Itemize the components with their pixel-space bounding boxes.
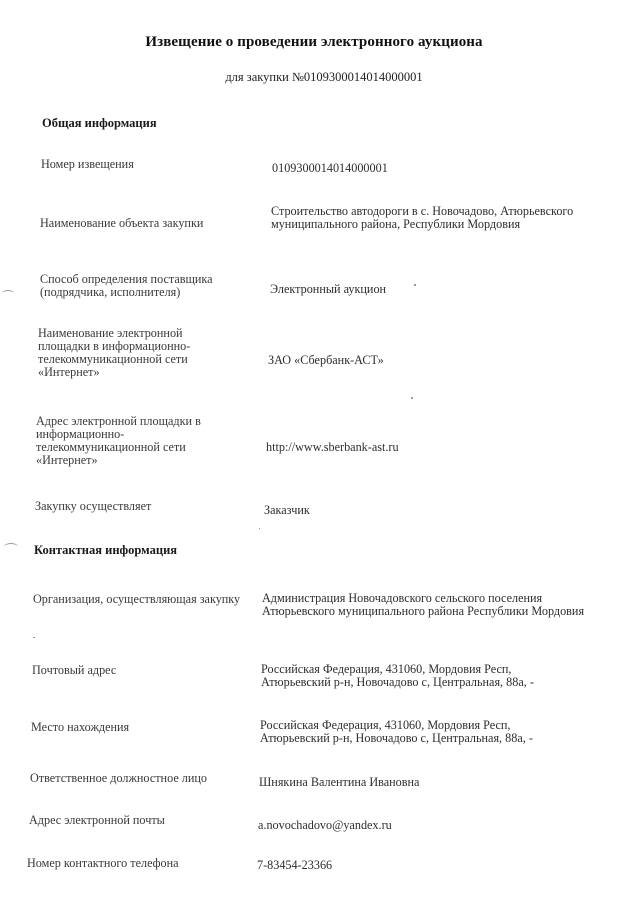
platform-address-label: Адрес электронной площадки в информационно-телекоммуникационной сети «Интернет» — [36, 414, 201, 467]
method-label: Способ определения поставщика (подрядчика, исполнителя) — [40, 272, 213, 299]
platform-address-value: http://www.sberbank-ast.ru — [266, 440, 399, 454]
object-name-value: Строительство автодороги в с. Новочадово, Атюрьевского муниципального района, Республики Мордовия — [271, 204, 574, 231]
phone-value: 7-83454-23366 — [257, 858, 333, 872]
location-label: Место нахождения — [31, 720, 130, 734]
section-contact-heading: Контактная информация — [34, 543, 178, 557]
responsible-label: Ответственное должностное лицо — [30, 771, 207, 785]
scan-speck — [411, 397, 413, 399]
location-value: Российская Федерация, 431060, Мордовия Респ, Атюрьевский р-н, Новочадово с, Центральная, 88а, - — [260, 718, 533, 745]
scan-speck — [33, 637, 35, 638]
document-title: Извещение о проведении электронного аукциона — [145, 34, 483, 50]
scan-speck — [259, 528, 260, 529]
document-subtitle: для закупки №0109300014014000001 — [225, 70, 423, 84]
organization-label: Организация, осуществляющая закупку — [33, 592, 241, 606]
method-value: Электронный аукцион — [270, 282, 387, 296]
platform-name-value: ЗАО «Сбербанк-АСТ» — [268, 353, 384, 367]
email-value: a.novochadovo@yandex.ru — [258, 818, 392, 832]
platform-name-label: Наименование электронной площадки в информационно-телекоммуникационной сети «Интернет» — [38, 326, 191, 379]
responsible-value: Шнякина Валентина Ивановна — [259, 775, 420, 789]
purchaser-value: Заказчик — [264, 503, 310, 517]
notice-number-label: Номер извещения — [41, 157, 134, 171]
object-name-label: Наименование объекта закупки — [40, 216, 204, 230]
purchaser-label: Закупку осуществляет — [35, 499, 152, 513]
postal-address-value: Российская Федерация, 431060, Мордовия Респ, Атюрьевский р-н, Новочадово с, Центральная, 88а, - — [261, 662, 534, 689]
postal-address-label: Почтовый адрес — [32, 663, 117, 677]
punch-hole-mark — [4, 543, 18, 551]
organization-value: Администрация Новочадовского сельского поселения Атюрьевского муниципального района Республики Мордовия — [262, 591, 585, 618]
punch-hole-mark — [2, 290, 14, 297]
scan-speck — [414, 284, 416, 286]
email-label: Адрес электронной почты — [29, 813, 165, 827]
section-general-heading: Общая информация — [42, 116, 157, 130]
phone-label: Номер контактного телефона — [27, 856, 179, 870]
notice-number-value: 0109300014014000001 — [272, 161, 388, 175]
